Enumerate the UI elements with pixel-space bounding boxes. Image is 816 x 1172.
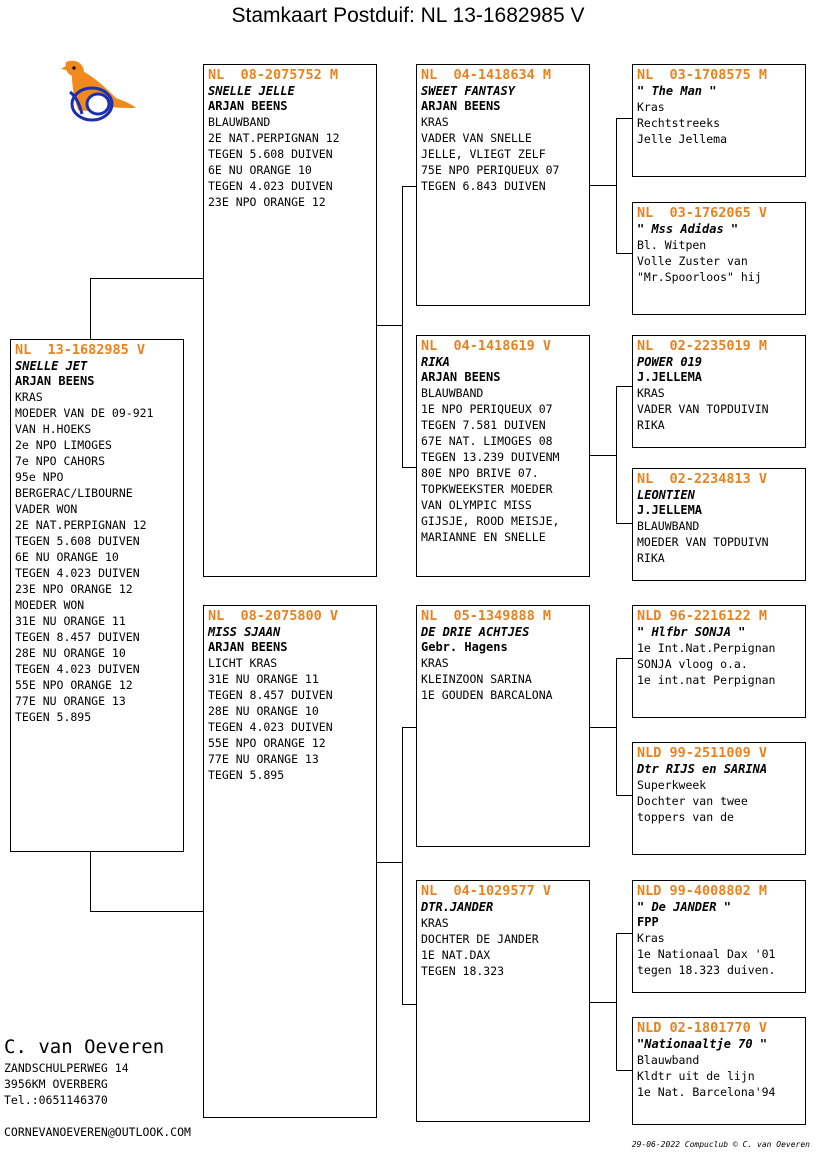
note-line: Kldtr uit de lijn xyxy=(637,1069,755,1083)
pigeon-logo-icon xyxy=(58,58,138,130)
pigeon-name: " Mss Adidas " xyxy=(637,222,739,236)
note-line: 55E NPO ORANGE 12 xyxy=(208,736,326,750)
breeder-name: Gebr. Hagens xyxy=(421,640,508,654)
ring-number: NLD 96-2216122 M xyxy=(637,608,768,624)
note-line: LICHT KRAS xyxy=(208,656,278,670)
pigeon-name: " Hlfbr SONJA " xyxy=(637,625,746,639)
note-line: 28E NU ORANGE 10 xyxy=(15,646,126,660)
note-line: 1e int.nat Perpignan xyxy=(637,673,776,687)
note-line: KRAS xyxy=(421,916,449,930)
note-line: TEGEN 18.323 xyxy=(421,964,505,978)
note-line: KRAS xyxy=(637,386,665,400)
note-line: 75E NPO PERIQUEUX 07 xyxy=(421,163,560,177)
pigeon-card-mff xyxy=(632,605,806,718)
breeder-name: ARJAN BEENS xyxy=(208,99,288,113)
note-line: 77E NU ORANGE 13 xyxy=(208,752,319,766)
note-line: RIKA xyxy=(637,418,665,432)
note-line: MOEDER WON xyxy=(15,598,85,612)
note-line: RIKA xyxy=(637,551,665,565)
pigeon-notes xyxy=(637,237,801,285)
pigeon-notes xyxy=(637,99,801,147)
pigeon-name: DE DRIE ACHTJES xyxy=(421,625,530,639)
pigeon-notes xyxy=(421,114,585,194)
pigeon-name: " The Man " xyxy=(637,84,717,98)
note-line: 1e Nationaal Dax '01 xyxy=(637,947,776,961)
note-line: KRAS xyxy=(421,656,449,670)
note-line: 1e Int.Nat.Perpignan xyxy=(637,641,776,655)
note-line: 95e NPO xyxy=(15,470,64,484)
note-line: VADER VAN TOPDUIVIN xyxy=(637,402,769,416)
note-line: BERGERAC/LIBOURNE xyxy=(15,486,133,500)
breeder-name: J.JELLEMA xyxy=(637,370,703,384)
ring-number: NL 08-2075800 V xyxy=(208,608,339,624)
pigeon-card-subject xyxy=(10,339,184,852)
pigeon-name: DTR.JANDER xyxy=(421,900,494,914)
note-line: Blauwband xyxy=(637,1053,700,1067)
note-line: JELLE, VLIEGT ZELF xyxy=(421,147,546,161)
pigeon-name: LEONTIEN xyxy=(637,488,695,502)
note-line: DOCHTER DE JANDER xyxy=(421,932,539,946)
ring-number: NL 08-2075752 M xyxy=(208,67,339,83)
pigeon-notes xyxy=(637,1052,801,1100)
pigeon-notes xyxy=(208,114,372,210)
note-line: 31E NU ORANGE 11 xyxy=(208,672,319,686)
note-line: Jelle Jellema xyxy=(637,132,728,146)
pigeon-notes xyxy=(637,930,801,978)
ring-number: NL 04-1418634 M xyxy=(421,67,552,83)
note-line: TEGEN 4.023 DUIVEN xyxy=(208,179,333,193)
pigeon-notes xyxy=(637,385,801,433)
ring-number: NLD 99-4008802 M xyxy=(637,883,768,899)
breeder-name: ARJAN BEENS xyxy=(208,640,288,654)
note-line: VADER VAN SNELLE xyxy=(421,131,532,145)
note-line: KRAS xyxy=(15,390,43,404)
page-title: Stamkaart Postduif: NL 13-1682985 V xyxy=(231,4,585,27)
pigeon-card-ff xyxy=(416,64,590,306)
note-line: 31E NU ORANGE 11 xyxy=(15,614,126,628)
note-line: 1E GOUDEN BARCALONA xyxy=(421,688,553,702)
pigeon-name: POWER 019 xyxy=(637,355,703,369)
note-line: BLAUWBAND xyxy=(208,115,271,129)
note-line: 1E NAT.DAX xyxy=(421,948,491,962)
breeder-name: FPP xyxy=(637,915,659,929)
note-line: Kras xyxy=(637,100,665,114)
note-line: 2E NAT.PERPIGNAN 12 xyxy=(15,518,147,532)
note-line: tegen 18.323 duiven. xyxy=(637,963,776,977)
note-line: TEGEN 7.581 DUIVEN xyxy=(421,418,546,432)
ring-number: NLD 02-1801770 V xyxy=(637,1020,768,1036)
note-line: TOPKWEEKSTER MOEDER xyxy=(421,482,553,496)
note-line: BLAUWBAND xyxy=(637,519,700,533)
note-line: 6E NU ORANGE 10 xyxy=(208,163,312,177)
pigeon-name: "Nationaaltje 70 " xyxy=(637,1037,768,1051)
pigeon-notes xyxy=(637,518,801,566)
pigeon-name: RIKA xyxy=(421,355,450,369)
ring-number: NLD 99-2511009 V xyxy=(637,745,768,761)
note-line: 67E NAT. LIMOGES 08 xyxy=(421,434,553,448)
pigeon-notes xyxy=(15,389,179,725)
breeder-name: J.JELLEMA xyxy=(637,503,703,517)
note-line: TEGEN 4.023 DUIVEN xyxy=(208,720,333,734)
pigeon-name: SNELLE JET xyxy=(15,359,88,373)
note-line: 2E NAT.PERPIGNAN 12 xyxy=(208,131,340,145)
pigeon-name: Dtr RIJS en SARINA xyxy=(637,762,768,776)
note-line: 23E NPO ORANGE 12 xyxy=(15,582,133,596)
note-line: TEGEN 8.457 DUIVEN xyxy=(208,688,333,702)
note-line: KRAS xyxy=(421,115,449,129)
note-line: MARIANNE EN SNELLE xyxy=(421,530,546,544)
ring-number: NL 04-1029577 V xyxy=(421,883,552,899)
breeder-name: ARJAN BEENS xyxy=(15,374,95,388)
note-line: 80E NPO BRIVE 07. xyxy=(421,466,539,480)
note-line: Kras xyxy=(637,931,665,945)
pigeon-card-father xyxy=(203,64,377,577)
note-line: VADER WON xyxy=(15,502,78,516)
pigeon-notes xyxy=(208,655,372,783)
note-line: TEGEN 8.457 DUIVEN xyxy=(15,630,140,644)
pigeon-card-fm xyxy=(416,335,590,577)
note-line: 77E NU ORANGE 13 xyxy=(15,694,126,708)
ring-number: NL 04-1418619 V xyxy=(421,338,552,354)
owner-street: ZANDSCHULPERWEG 14 xyxy=(4,1061,129,1075)
note-line: TEGEN 4.023 DUIVEN xyxy=(15,566,140,580)
pigeon-card-mmm xyxy=(632,1017,806,1125)
ring-number: NL 03-1708575 M xyxy=(637,67,768,83)
pigeon-card-fff xyxy=(632,64,806,177)
note-line: TEGEN 4.023 DUIVEN xyxy=(15,662,140,676)
note-line: TEGEN 13.239 DUIVENM xyxy=(421,450,560,464)
breeder-name: ARJAN BEENS xyxy=(421,370,501,384)
note-line: MOEDER VAN TOPDUIVN xyxy=(637,535,769,549)
note-line: 7e NPO CAHORS xyxy=(15,454,106,468)
pigeon-card-mf xyxy=(416,605,590,847)
note-line: VAN H.HOEKS xyxy=(15,422,92,436)
pigeon-name: SWEET FANTASY xyxy=(421,84,515,98)
note-line: KLEINZOON SARINA xyxy=(421,672,532,686)
note-line: 23E NPO ORANGE 12 xyxy=(208,195,326,209)
note-line: 1E NPO PERIQUEUX 07 xyxy=(421,402,553,416)
ring-number: NL 02-2234813 V xyxy=(637,471,768,487)
note-line: Superkweek xyxy=(637,778,707,792)
pigeon-name: MISS SJAAN xyxy=(208,625,281,639)
pigeon-notes xyxy=(637,777,801,825)
ring-number: NL 02-2235019 M xyxy=(637,338,768,354)
pigeon-card-ffm xyxy=(632,202,806,315)
pigeon-notes xyxy=(421,915,585,979)
pigeon-name: " De JANDER " xyxy=(637,900,731,914)
footer-credit: 29-06-2022 Compuclub © C. van Oeveren xyxy=(631,1140,810,1149)
ring-number: NL 03-1762065 V xyxy=(637,205,768,221)
note-line: TEGEN 5.895 xyxy=(15,710,92,724)
note-line: Rechtstreeks xyxy=(637,116,721,130)
note-line: "Mr.Spoorloos" hij xyxy=(637,270,762,284)
breeder-name: ARJAN BEENS xyxy=(421,99,501,113)
note-line: toppers van de xyxy=(637,810,734,824)
pigeon-card-mmf xyxy=(632,880,806,993)
note-line: VAN OLYMPIC MISS xyxy=(421,498,532,512)
pigeon-notes xyxy=(421,655,585,703)
pigeon-card-fmm xyxy=(632,468,806,581)
pigeon-card-mm xyxy=(416,880,590,1122)
pigeon-card-mfm xyxy=(632,742,806,855)
note-line: BLAUWBAND xyxy=(421,386,484,400)
pigeon-notes xyxy=(637,640,801,688)
note-line: TEGEN 5.608 DUIVEN xyxy=(208,147,333,161)
note-line: 6E NU ORANGE 10 xyxy=(15,550,119,564)
note-line: TEGEN 6.843 DUIVEN xyxy=(421,179,546,193)
note-line: Dochter van twee xyxy=(637,794,748,808)
note-line: TEGEN 5.608 DUIVEN xyxy=(15,534,140,548)
ring-number: NL 13-1682985 V xyxy=(15,342,146,358)
pigeon-name: SNELLE JELLE xyxy=(208,84,295,98)
owner-city: 3956KM OVERBERG xyxy=(4,1077,108,1091)
pigeon-card-fmf xyxy=(632,335,806,448)
note-line: 55E NPO ORANGE 12 xyxy=(15,678,133,692)
ring-number: NL 05-1349888 M xyxy=(421,608,552,624)
note-line: 28E NU ORANGE 10 xyxy=(208,704,319,718)
note-line: Volle Zuster van xyxy=(637,254,748,268)
note-line: SONJA vloog o.a. xyxy=(637,657,748,671)
note-line: 2e NPO LIMOGES xyxy=(15,438,112,452)
note-line: GIJSJE, ROOD MEISJE, xyxy=(421,514,560,528)
owner-phone: Tel.:0651146370 xyxy=(4,1093,108,1107)
note-line: MOEDER VAN DE 09-921 xyxy=(15,406,154,420)
pigeon-card-mother xyxy=(203,605,377,1118)
note-line: Bl. Witpen xyxy=(637,238,707,252)
note-line: TEGEN 5.895 xyxy=(208,768,285,782)
owner-email[interactable]: CORNEVANOEVEREN@OUTLOOK.COM xyxy=(4,1125,191,1139)
note-line: 1e Nat. Barcelona'94 xyxy=(637,1085,776,1099)
owner-name: C. van Oeveren xyxy=(4,1036,165,1058)
pigeon-notes xyxy=(421,385,585,545)
